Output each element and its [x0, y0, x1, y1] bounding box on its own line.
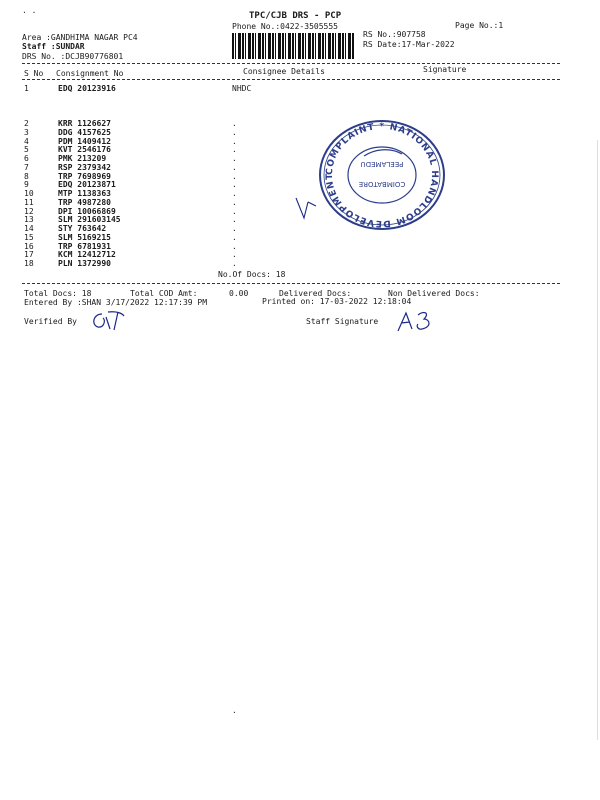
row-consignee: NHDC — [232, 84, 252, 93]
row-signature-mark: . — [232, 206, 237, 216]
row-consignment: PLN 1372990 — [58, 259, 111, 268]
row-sno: 16 — [24, 241, 34, 251]
row-consignment: TRP 7698969 — [58, 171, 111, 181]
row-signature-mark: . — [232, 215, 237, 225]
staff-label: Staff :SUNDAR — [22, 42, 85, 51]
row-signature-mark: . — [232, 127, 237, 137]
row-consignment: SLM 5169215 — [58, 232, 111, 242]
header-divider-top — [22, 63, 560, 64]
row-signature-mark: . — [232, 162, 237, 172]
row-consignment: RSP 2379342 — [58, 162, 111, 172]
row-signature-mark: . — [232, 241, 237, 251]
delivered-docs: Delivered Docs: — [279, 289, 352, 298]
drs-number: DRS No. :DCJB90776801 — [22, 52, 124, 61]
phone-number: Phone No.:0422-3505555 — [232, 22, 338, 31]
row-consignment: STY 763642 — [58, 224, 107, 233]
verified-by-label: Verified By — [24, 317, 77, 326]
row-sno: 11 — [24, 197, 34, 207]
row-sno: 6 — [24, 154, 29, 163]
summary-divider — [22, 283, 560, 284]
row-sno: 18 — [24, 259, 34, 268]
row-signature-mark: . — [232, 119, 237, 128]
row-sno: 13 — [24, 215, 34, 225]
row-consignment: DPI 10066869 — [58, 206, 116, 216]
page-number: Page No.:1 — [455, 21, 504, 30]
consignment-list — [22, 120, 262, 269]
row-consignment: PDM 1409412 — [58, 136, 111, 146]
total-docs: Total Docs: 18 — [24, 289, 92, 298]
row-sno: 5 — [24, 145, 29, 155]
header-dots: . . — [22, 6, 37, 15]
col-header-consignment: Consignment No — [56, 69, 124, 78]
no-of-docs: No.Of Docs: 18 — [218, 270, 286, 279]
stamp-outer-text: COMPLAINT * NATIONAL HANDLOOM DEVELOPMENT — [324, 121, 440, 229]
row-consignment: PMK 213209 — [58, 154, 107, 163]
row-consignment: KCM 12412712 — [58, 250, 116, 260]
row-signature-mark: . — [232, 250, 237, 260]
drs-title: TPC/CJB DRS - PCP — [249, 11, 342, 21]
row-signature-mark: . — [232, 136, 237, 146]
row-consignment: KVT 2546176 — [58, 145, 111, 155]
total-cod-amount: 0.00 — [229, 289, 249, 298]
row-signature-mark: . — [232, 154, 237, 163]
area-label: Area :GANDHIMA NAGAR PC4 — [22, 33, 138, 42]
total-cod-label: Total COD Amt: — [130, 289, 198, 298]
row-signature-mark: . — [232, 224, 237, 233]
row-sno: 17 — [24, 250, 34, 260]
row-sno: 15 — [24, 232, 34, 242]
row-consignment: TRP 4987280 — [58, 197, 111, 207]
row-signature-mark: . — [232, 259, 237, 268]
barcode — [232, 33, 354, 59]
stamp-inner-top: COIMBATORE — [358, 180, 406, 188]
printed-on: Printed on: 17-03-2022 12:18:04 — [262, 297, 412, 306]
col-header-sno: S No — [24, 69, 44, 78]
stamp-inner-bottom: PEELAMEDU — [360, 160, 404, 168]
staff-signature — [394, 307, 440, 335]
row-consignment: DDG 4157625 — [58, 127, 111, 137]
row-sno: 14 — [24, 224, 34, 233]
svg-text:COMPLAINT * NATIONAL HANDLOOM — [325, 122, 439, 228]
row-consignment: SLM 291603145 — [58, 215, 121, 225]
row-sno: 2 — [24, 119, 29, 128]
scan-edge — [597, 140, 598, 740]
organization-stamp — [316, 118, 448, 232]
row-consignment: TRP 6781931 — [58, 241, 111, 251]
row-sno: 7 — [24, 162, 29, 172]
stray-mark: . — [232, 706, 237, 715]
non-delivered-docs: Non Delivered Docs: — [388, 289, 480, 298]
col-header-signature: Signature — [423, 65, 467, 74]
rs-number: RS No.:907758 — [363, 30, 426, 39]
row-signature-mark: . — [232, 180, 237, 190]
row-sno: 4 — [24, 136, 29, 146]
row-sno: 8 — [24, 171, 29, 181]
row-consignment: EDQ 20123871 — [58, 180, 116, 190]
table-row — [22, 260, 262, 269]
row-signature-mark: . — [232, 232, 237, 242]
staff-signature-label: Staff Signature — [306, 317, 379, 326]
table-row — [22, 84, 322, 94]
row-consignment: MTP 1138363 — [58, 189, 111, 198]
row-signature-mark: . — [232, 197, 237, 207]
col-header-consignee: Consignee Details — [243, 67, 325, 76]
rs-date: RS Date:17-Mar-2022 — [363, 40, 455, 49]
row-signature-mark: . — [232, 189, 237, 198]
verified-signature — [88, 308, 130, 334]
row-signature-mark: . — [232, 145, 237, 155]
row-sno: 12 — [24, 206, 34, 216]
row-consignment: EDQ 20123916 — [58, 84, 116, 93]
row-sno: 10 — [24, 189, 34, 198]
row-sno: 1 — [24, 84, 29, 93]
row-sno: 9 — [24, 180, 29, 190]
header-divider-bottom — [22, 79, 560, 80]
row-consignment: KRR 1126627 — [58, 119, 111, 128]
row-sno: 3 — [24, 127, 29, 137]
row-signature-mark: . — [232, 171, 237, 181]
entered-by: Entered By :SHAN 3/17/2022 12:17:39 PM — [24, 298, 208, 307]
